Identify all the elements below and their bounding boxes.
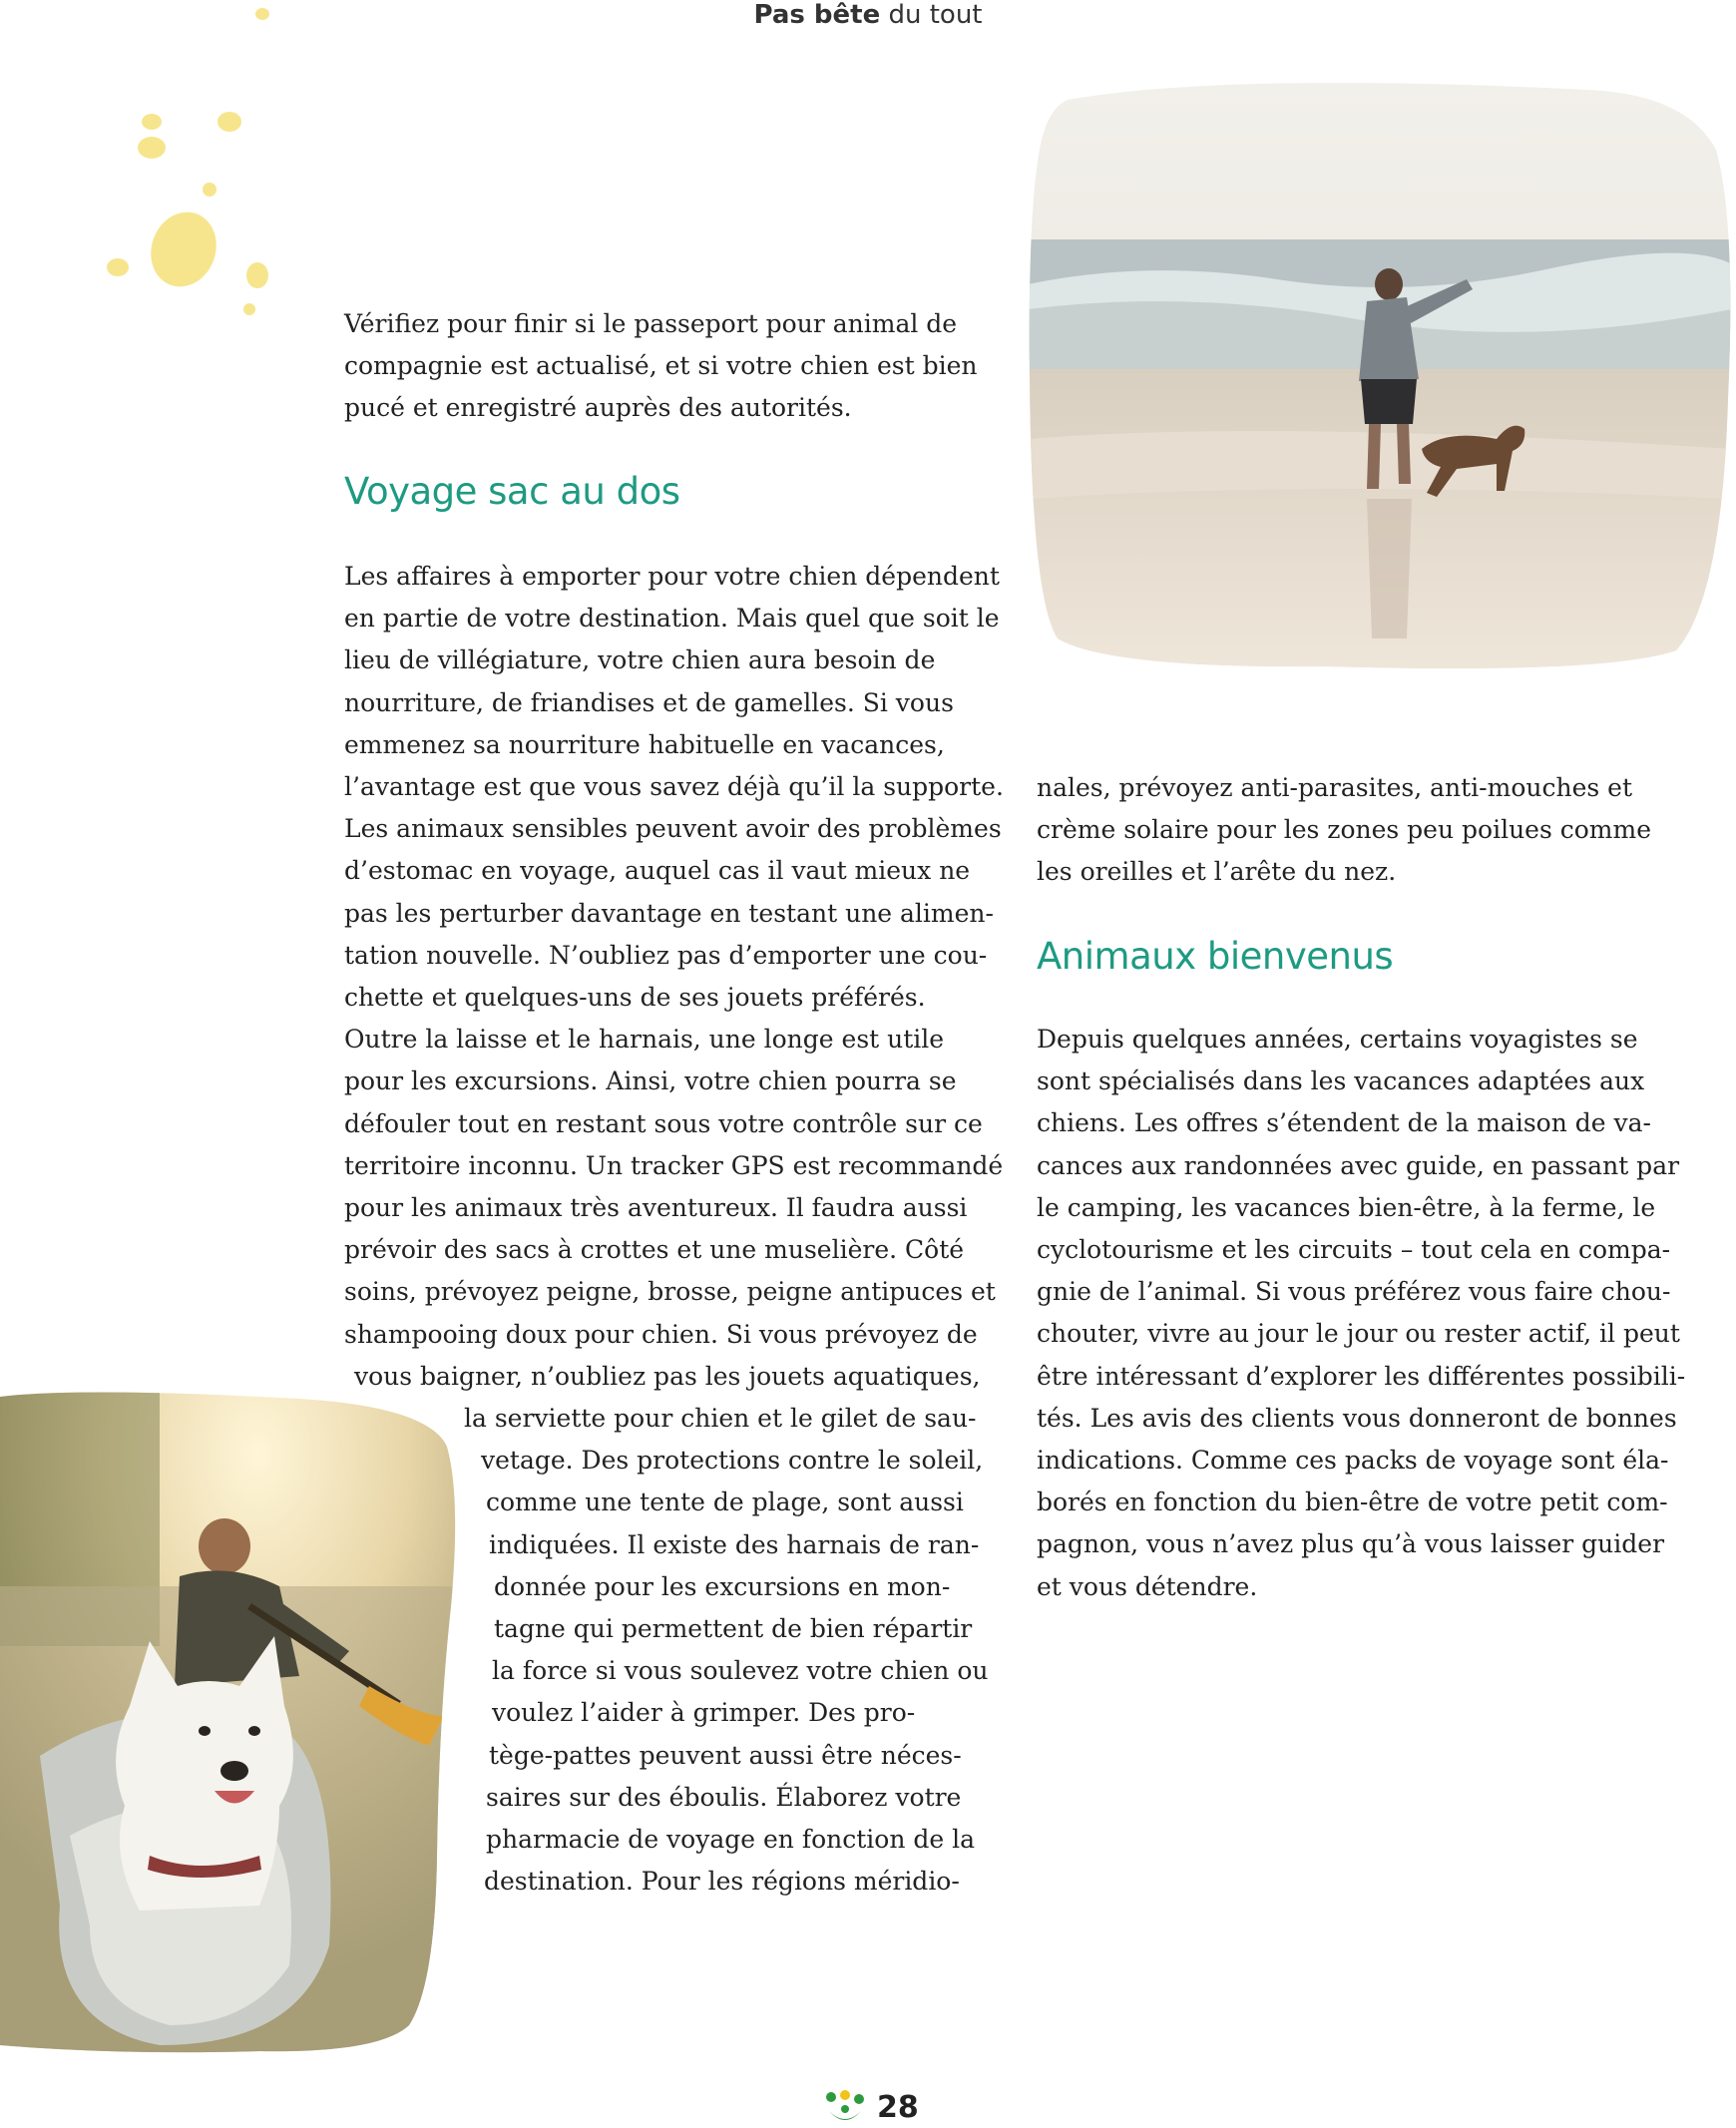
- text-line: territoire inconnu. Un tracker GPS est recommandé: [344, 1150, 1004, 1180]
- text-line: chette et quelques-uns de ses jouets préférés.: [344, 983, 926, 1013]
- text-line: être intéressant d’explorer les différentes possibili-: [1037, 1361, 1686, 1391]
- text-line: sont spécialisés dans les vacances adaptées aux: [1037, 1066, 1645, 1096]
- text-line: cyclotourisme et les circuits – tout cela en compa-: [1037, 1235, 1671, 1265]
- text-line: d’estomac en voyage, auquel cas il vaut mieux ne: [344, 856, 971, 886]
- text-line: la serviette pour chien et le gilet de sau-: [464, 1404, 977, 1434]
- text-line: pagnon, vous n’avez plus qu’à vous laisser guider: [1037, 1529, 1665, 1559]
- page-footer: [823, 2087, 919, 2127]
- text-line: nourriture, de friandises et de gamelles. Si vous: [344, 687, 954, 717]
- text-line: indiquées. Il existe des harnais de ran-: [489, 1529, 980, 1559]
- text-line: shampooing doux pour chien. Si vous prévoyez de: [344, 1319, 978, 1349]
- header-title-bold: Pas bête: [753, 0, 881, 30]
- animaux-paragraph: [1037, 1019, 1685, 1608]
- text-line: tation nouvelle. N’oubliez pas d’emporter une cou-: [344, 940, 988, 970]
- text-line: donnée pour les excursions en mon-: [494, 1571, 951, 1601]
- text-line: Les animaux sensibles peuvent avoir des problèmes: [344, 814, 1002, 844]
- paw-logo-icon: [823, 2089, 867, 2125]
- text-line: indications. Comme ces packs de voyage sont éla-: [1037, 1446, 1669, 1476]
- text-line: destination. Pour les régions méridio-: [484, 1867, 960, 1897]
- text-line: le camping, les vacances bien-être, à la ferme, le: [1037, 1192, 1656, 1222]
- text-line: Les affaires à emporter pour votre chien dépendent: [344, 562, 1000, 591]
- text-line: compagnie est actualisé, et si votre chien est bien: [344, 351, 978, 381]
- text-line: en partie de votre destination. Mais quel que soit le: [344, 604, 1000, 634]
- text-line: vetage. Des protections contre le soleil,: [481, 1446, 984, 1476]
- text-line: vous baigner, n’oubliez pas les jouets aquatiques,: [354, 1361, 981, 1391]
- text-line: pas les perturber davantage en testant une alimen-: [344, 898, 994, 928]
- text-line: voulez l’aider à grimper. Des pro-: [492, 1698, 916, 1728]
- text-line: saires sur des éboulis. Élaborez votre: [486, 1782, 962, 1812]
- text-line: prévoir des sacs à crottes et une muselière. Côté: [344, 1235, 965, 1265]
- text-line: borés en fonction du bien-être de votre petit com-: [1037, 1488, 1668, 1517]
- text-line: défouler tout en restant sous votre contrôle sur ce: [344, 1108, 983, 1138]
- text-line: lieu de villégiature, votre chien aura besoin de: [344, 645, 936, 675]
- text-line: nales, prévoyez anti-parasites, anti-mouches et: [1037, 773, 1632, 802]
- text-line: crème solaire pour les zones peu poilues comme: [1037, 815, 1652, 845]
- right-col-continuation: [1037, 767, 1651, 894]
- text-line: pour les animaux très aventureux. Il faudra aussi: [344, 1193, 968, 1223]
- text-line: tés. Les avis des clients vous donneront de bonnes: [1037, 1403, 1677, 1433]
- text-line: Vérifiez pour finir si le passeport pour animal de: [344, 309, 958, 338]
- page-number: 28: [877, 2089, 919, 2125]
- text-line: chiens. Les offres s’étendent de la maison de va-: [1037, 1108, 1651, 1138]
- text-line: comme une tente de plage, sont aussi: [486, 1488, 964, 1517]
- text-line: pharmacie de voyage en fonction de la: [486, 1825, 976, 1855]
- text-line: pour les excursions. Ainsi, votre chien pourra se: [344, 1066, 957, 1096]
- text-line: tagne qui permettent de bien répartir: [494, 1614, 973, 1644]
- text-line: tège-pattes peuvent aussi être néces-: [489, 1740, 962, 1770]
- decorative-dots: [80, 0, 309, 329]
- section-heading-voyage: Voyage sac au dos: [344, 470, 680, 513]
- section-heading-animaux: Animaux bienvenus: [1037, 935, 1394, 978]
- text-line: les oreilles et l’arête du nez.: [1037, 857, 1397, 887]
- text-line: cances aux randonnées avec guide, en passant par: [1037, 1150, 1680, 1180]
- text-line: l’avantage est que vous savez déjà qu’il la supporte.: [344, 772, 1004, 802]
- text-line: chouter, vivre au jour le jour ou rester actif, il peut: [1037, 1319, 1680, 1349]
- text-line: pucé et enregistré auprès des autorités.: [344, 393, 852, 423]
- text-line: Outre la laisse et le harnais, une longe est utile: [344, 1025, 945, 1055]
- voyage-paragraph: [344, 556, 1004, 1904]
- text-line: la force si vous soulevez votre chien ou: [492, 1656, 989, 1686]
- text-line: emmenez sa nourriture habituelle en vacances,: [344, 729, 945, 759]
- text-line: et vous détendre.: [1037, 1571, 1258, 1601]
- text-line: soins, prévoyez peigne, brosse, peigne antipuces et: [344, 1277, 996, 1307]
- beach-photo: [1028, 80, 1732, 668]
- text-line: gnie de l’animal. Si vous préférez vous faire chou-: [1037, 1277, 1671, 1307]
- intro-paragraph: [344, 303, 978, 430]
- header-title-rest: du tout: [888, 0, 983, 30]
- text-line: Depuis quelques années, certains voyagistes se: [1037, 1025, 1638, 1054]
